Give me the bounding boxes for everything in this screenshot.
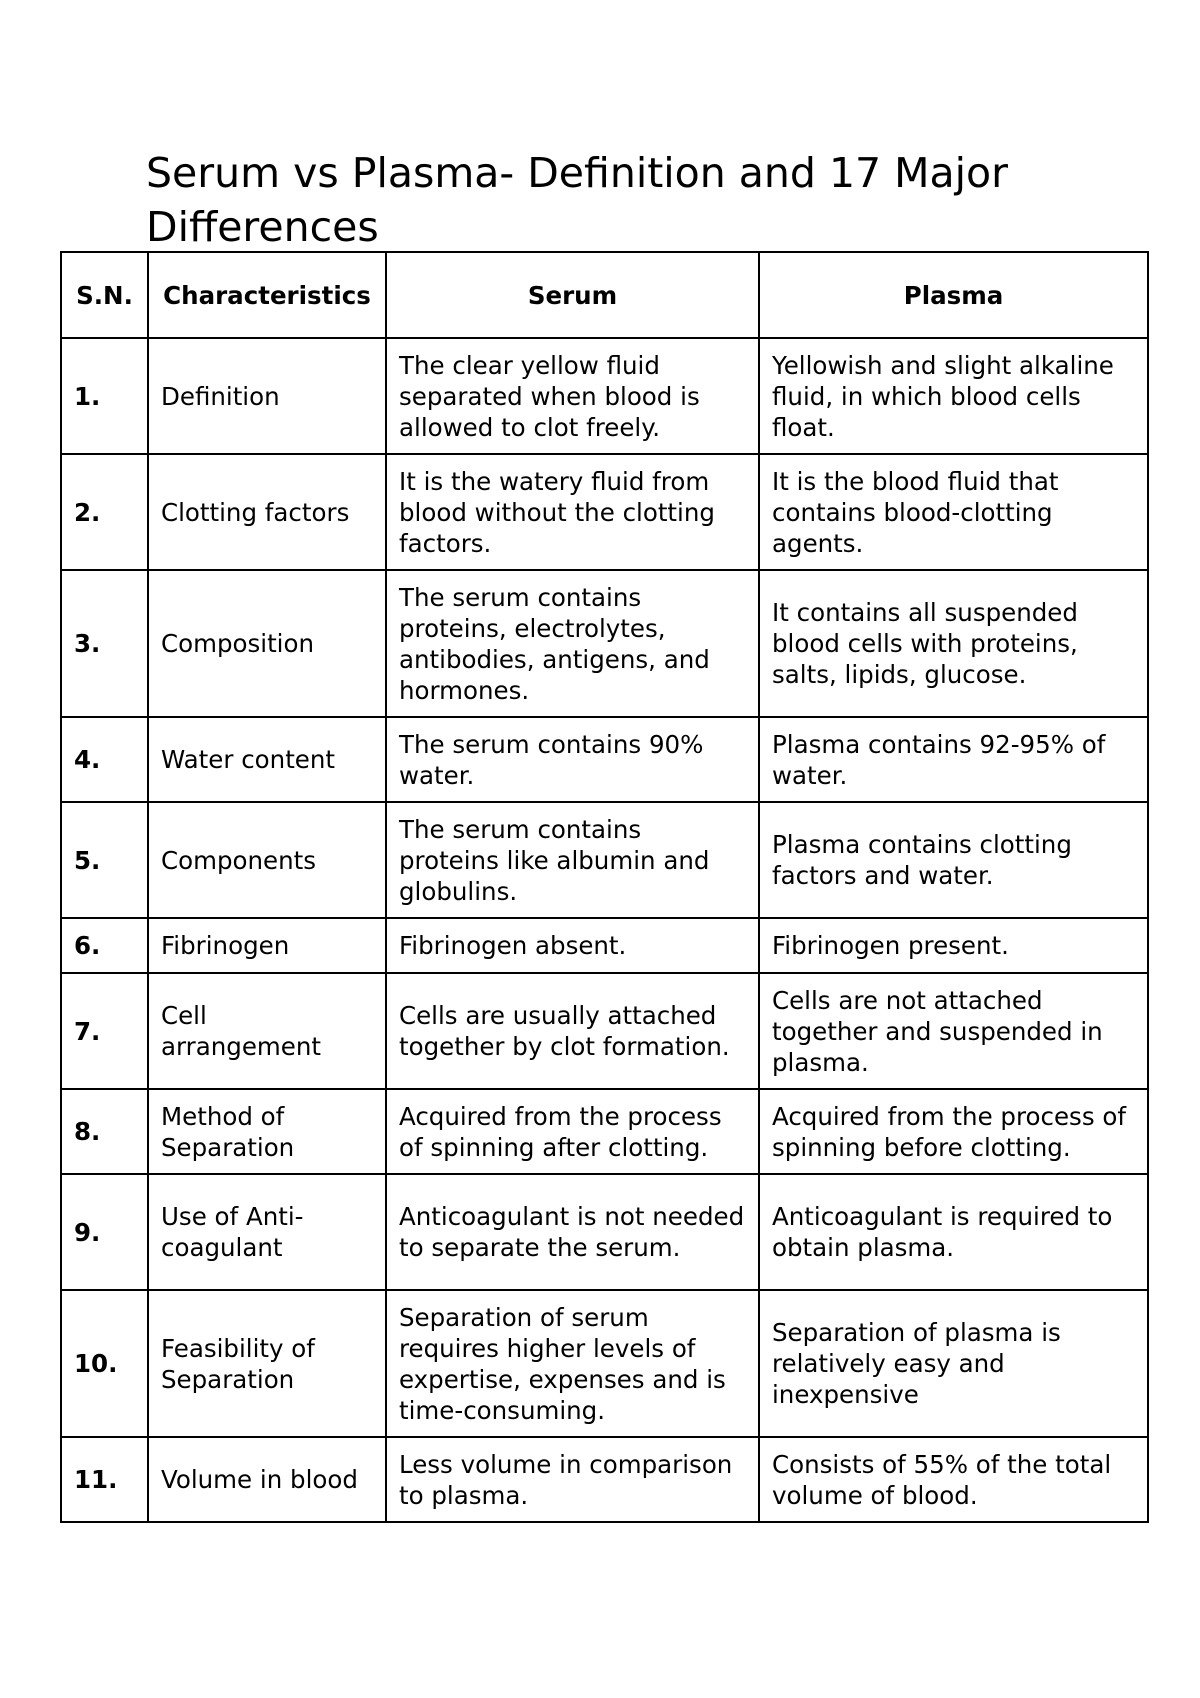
row-serum: The clear yellow fluid separated when blood is allowed to clot freely. [386,338,759,454]
row-plasma: Separation of plasma is relatively easy and inexpensive [759,1290,1148,1437]
page-title: Serum vs Plasma- Definition and 17 Major Differences [146,149,1008,251]
row-characteristic: Cell arrangement [148,973,386,1089]
table-row [61,1089,1148,1174]
table-row [61,918,1148,973]
row-number: 8. [61,1089,148,1174]
row-number: 4. [61,717,148,802]
row-plasma: Plasma contains clotting factors and water. [759,802,1148,918]
comparison-table [60,251,1149,1523]
row-serum: Fibrinogen absent. [386,918,759,973]
row-characteristic: Fibrinogen [148,918,386,973]
header-sn: S.N. [61,252,148,338]
row-plasma: Consists of 55% of the total volume of blood. [759,1437,1148,1522]
row-serum: Cells are usually attached together by clot formation. [386,973,759,1089]
row-plasma: Fibrinogen present. [759,918,1148,973]
table-row [61,570,1148,717]
row-serum: Anticoagulant is not needed to separate the serum. [386,1174,759,1290]
table-row [61,1174,1148,1290]
table-row [61,1290,1148,1437]
row-serum: The serum contains proteins, electrolytes, antibodies, antigens, and hormones. [386,570,759,717]
row-characteristic: Method of Separation [148,1089,386,1174]
table-row [61,1437,1148,1522]
row-serum: Separation of serum requires higher levels of expertise, expenses and is time-consuming. [386,1290,759,1437]
row-serum: It is the watery fluid from blood without the clotting factors. [386,454,759,570]
header-characteristics: Characteristics [148,252,386,338]
row-plasma: It is the blood fluid that contains blood-clotting agents. [759,454,1148,570]
row-characteristic: Composition [148,570,386,717]
row-serum: The serum contains 90% water. [386,717,759,802]
row-number: 5. [61,802,148,918]
table-row [61,338,1148,454]
row-plasma: Acquired from the process of spinning before clotting. [759,1089,1148,1174]
row-plasma: Plasma contains 92-95% of water. [759,717,1148,802]
row-characteristic: Use of Anti-coagulant [148,1174,386,1290]
row-number: 11. [61,1437,148,1522]
row-characteristic: Volume in blood [148,1437,386,1522]
row-characteristic: Definition [148,338,386,454]
row-number: 6. [61,918,148,973]
row-plasma: Yellowish and slight alkaline fluid, in which blood cells float. [759,338,1148,454]
header-plasma: Plasma [759,252,1148,338]
row-characteristic: Clotting factors [148,454,386,570]
row-number: 1. [61,338,148,454]
table-row [61,802,1148,918]
table-row [61,717,1148,802]
row-serum: The serum contains proteins like albumin and globulins. [386,802,759,918]
row-plasma: Anticoagulant is required to obtain plasma. [759,1174,1148,1290]
row-number: 10. [61,1290,148,1437]
row-number: 7. [61,973,148,1089]
row-number: 2. [61,454,148,570]
row-number: 9. [61,1174,148,1290]
row-characteristic: Feasibility of Separation [148,1290,386,1437]
header-serum: Serum [386,252,759,338]
table-header-row [61,252,1148,338]
table-row [61,973,1148,1089]
row-characteristic: Components [148,802,386,918]
row-serum: Acquired from the process of spinning after clotting. [386,1089,759,1174]
row-number: 3. [61,570,148,717]
row-characteristic: Water content [148,717,386,802]
row-plasma: Cells are not attached together and suspended in plasma. [759,973,1148,1089]
row-plasma: It contains all suspended blood cells with proteins, salts, lipids, glucose. [759,570,1148,717]
row-serum: Less volume in comparison to plasma. [386,1437,759,1522]
table-row [61,454,1148,570]
